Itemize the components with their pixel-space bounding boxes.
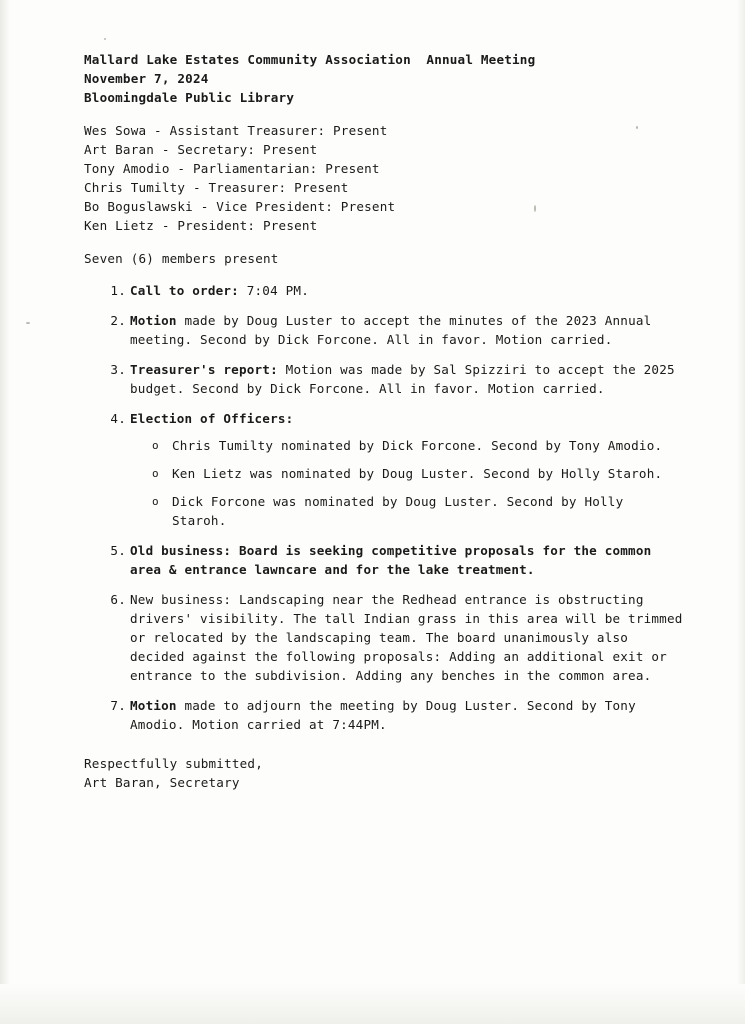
closing-salutation: Respectfully submitted,	[84, 756, 263, 771]
nomination-item	[130, 436, 684, 455]
attendee-row: Chris Tumilty - Treasurer: Present	[84, 180, 349, 195]
minutes-item-text: New business: Landscaping near the Redhead entrance is obstructing drivers' visibility. The tall Indian grass in this area will be trimmed or relocated by the landscaping team. The board unanimously also decided against the following proposals: Adding an additional exit or entrance to the subdivision. Adding any benches in the common area.	[130, 592, 683, 683]
minutes-item-text: 7:04 PM.	[238, 283, 309, 298]
attendee-row: Wes Sowa - Assistant Treasurer: Present	[84, 123, 388, 138]
closing-block	[84, 754, 684, 792]
page-edge-shadow-bottom	[0, 984, 745, 1024]
minutes-item	[84, 696, 684, 734]
minutes-item	[84, 281, 684, 300]
page-edge-shadow-right	[737, 0, 745, 1024]
page-edge-shadow-left	[0, 0, 10, 1024]
minutes-item-lead: Motion	[130, 313, 177, 328]
scan-speck	[26, 322, 30, 324]
nomination-list	[130, 436, 684, 530]
attendee-list	[84, 121, 684, 235]
minutes-item	[84, 360, 684, 398]
minutes-item	[84, 590, 684, 685]
document-date: November 7, 2024	[84, 71, 209, 86]
minutes-item-text: made by Doug Luster to accept the minutes of the 2023 Annual meeting. Second by Dick Forcone. All in favor. Motion carried.	[130, 313, 652, 347]
nomination-text: Ken Lietz was nominated by Doug Luster. Second by Holly Staroh.	[172, 466, 663, 481]
minutes-item	[84, 541, 684, 579]
document-header	[84, 50, 684, 107]
document-body	[84, 50, 684, 792]
nomination-item	[130, 464, 684, 483]
minutes-item-lead: Election of Officers:	[130, 411, 294, 426]
nomination-text: Dick Forcone was nominated by Doug Luster. Second by Holly Staroh.	[172, 494, 624, 528]
attendee-row: Ken Lietz - President: Present	[84, 218, 318, 233]
attendee-row: Art Baran - Secretary: Present	[84, 142, 318, 157]
nomination-text: Chris Tumilty nominated by Dick Forcone. Second by Tony Amodio.	[172, 438, 663, 453]
closing-signature: Art Baran, Secretary	[84, 775, 240, 790]
document-title: Mallard Lake Estates Community Association Annual Meeting	[84, 52, 536, 67]
document-location: Bloomingdale Public Library	[84, 90, 295, 105]
minutes-item-lead: Treasurer's report:	[130, 362, 278, 377]
member-count: Seven (6) members present	[84, 251, 279, 266]
minutes-item-lead: Old business: Board is seeking competitive proposals for the common area & entrance lawncare and for the lake treatment.	[130, 543, 652, 577]
attendee-row: Bo Boguslawski - Vice President: Present	[84, 199, 396, 214]
minutes-item-list	[84, 281, 684, 734]
minutes-item-lead: Call to order:	[130, 283, 239, 298]
attendee-row: Tony Amodio - Parliamentarian: Present	[84, 161, 380, 176]
minutes-item	[84, 311, 684, 349]
scan-speck	[104, 38, 106, 40]
nomination-item	[130, 492, 684, 530]
minutes-item-lead: Motion	[130, 698, 177, 713]
minutes-item-text: Motion was made by Sal Spizziri to accept the 2025 budget. Second by Dick Forcone. All in favor. Motion carried.	[130, 362, 675, 396]
minutes-item-text: made to adjourn the meeting by Doug Luster. Second by Tony Amodio. Motion carried at 7:44PM.	[130, 698, 636, 732]
minutes-item	[84, 409, 684, 530]
